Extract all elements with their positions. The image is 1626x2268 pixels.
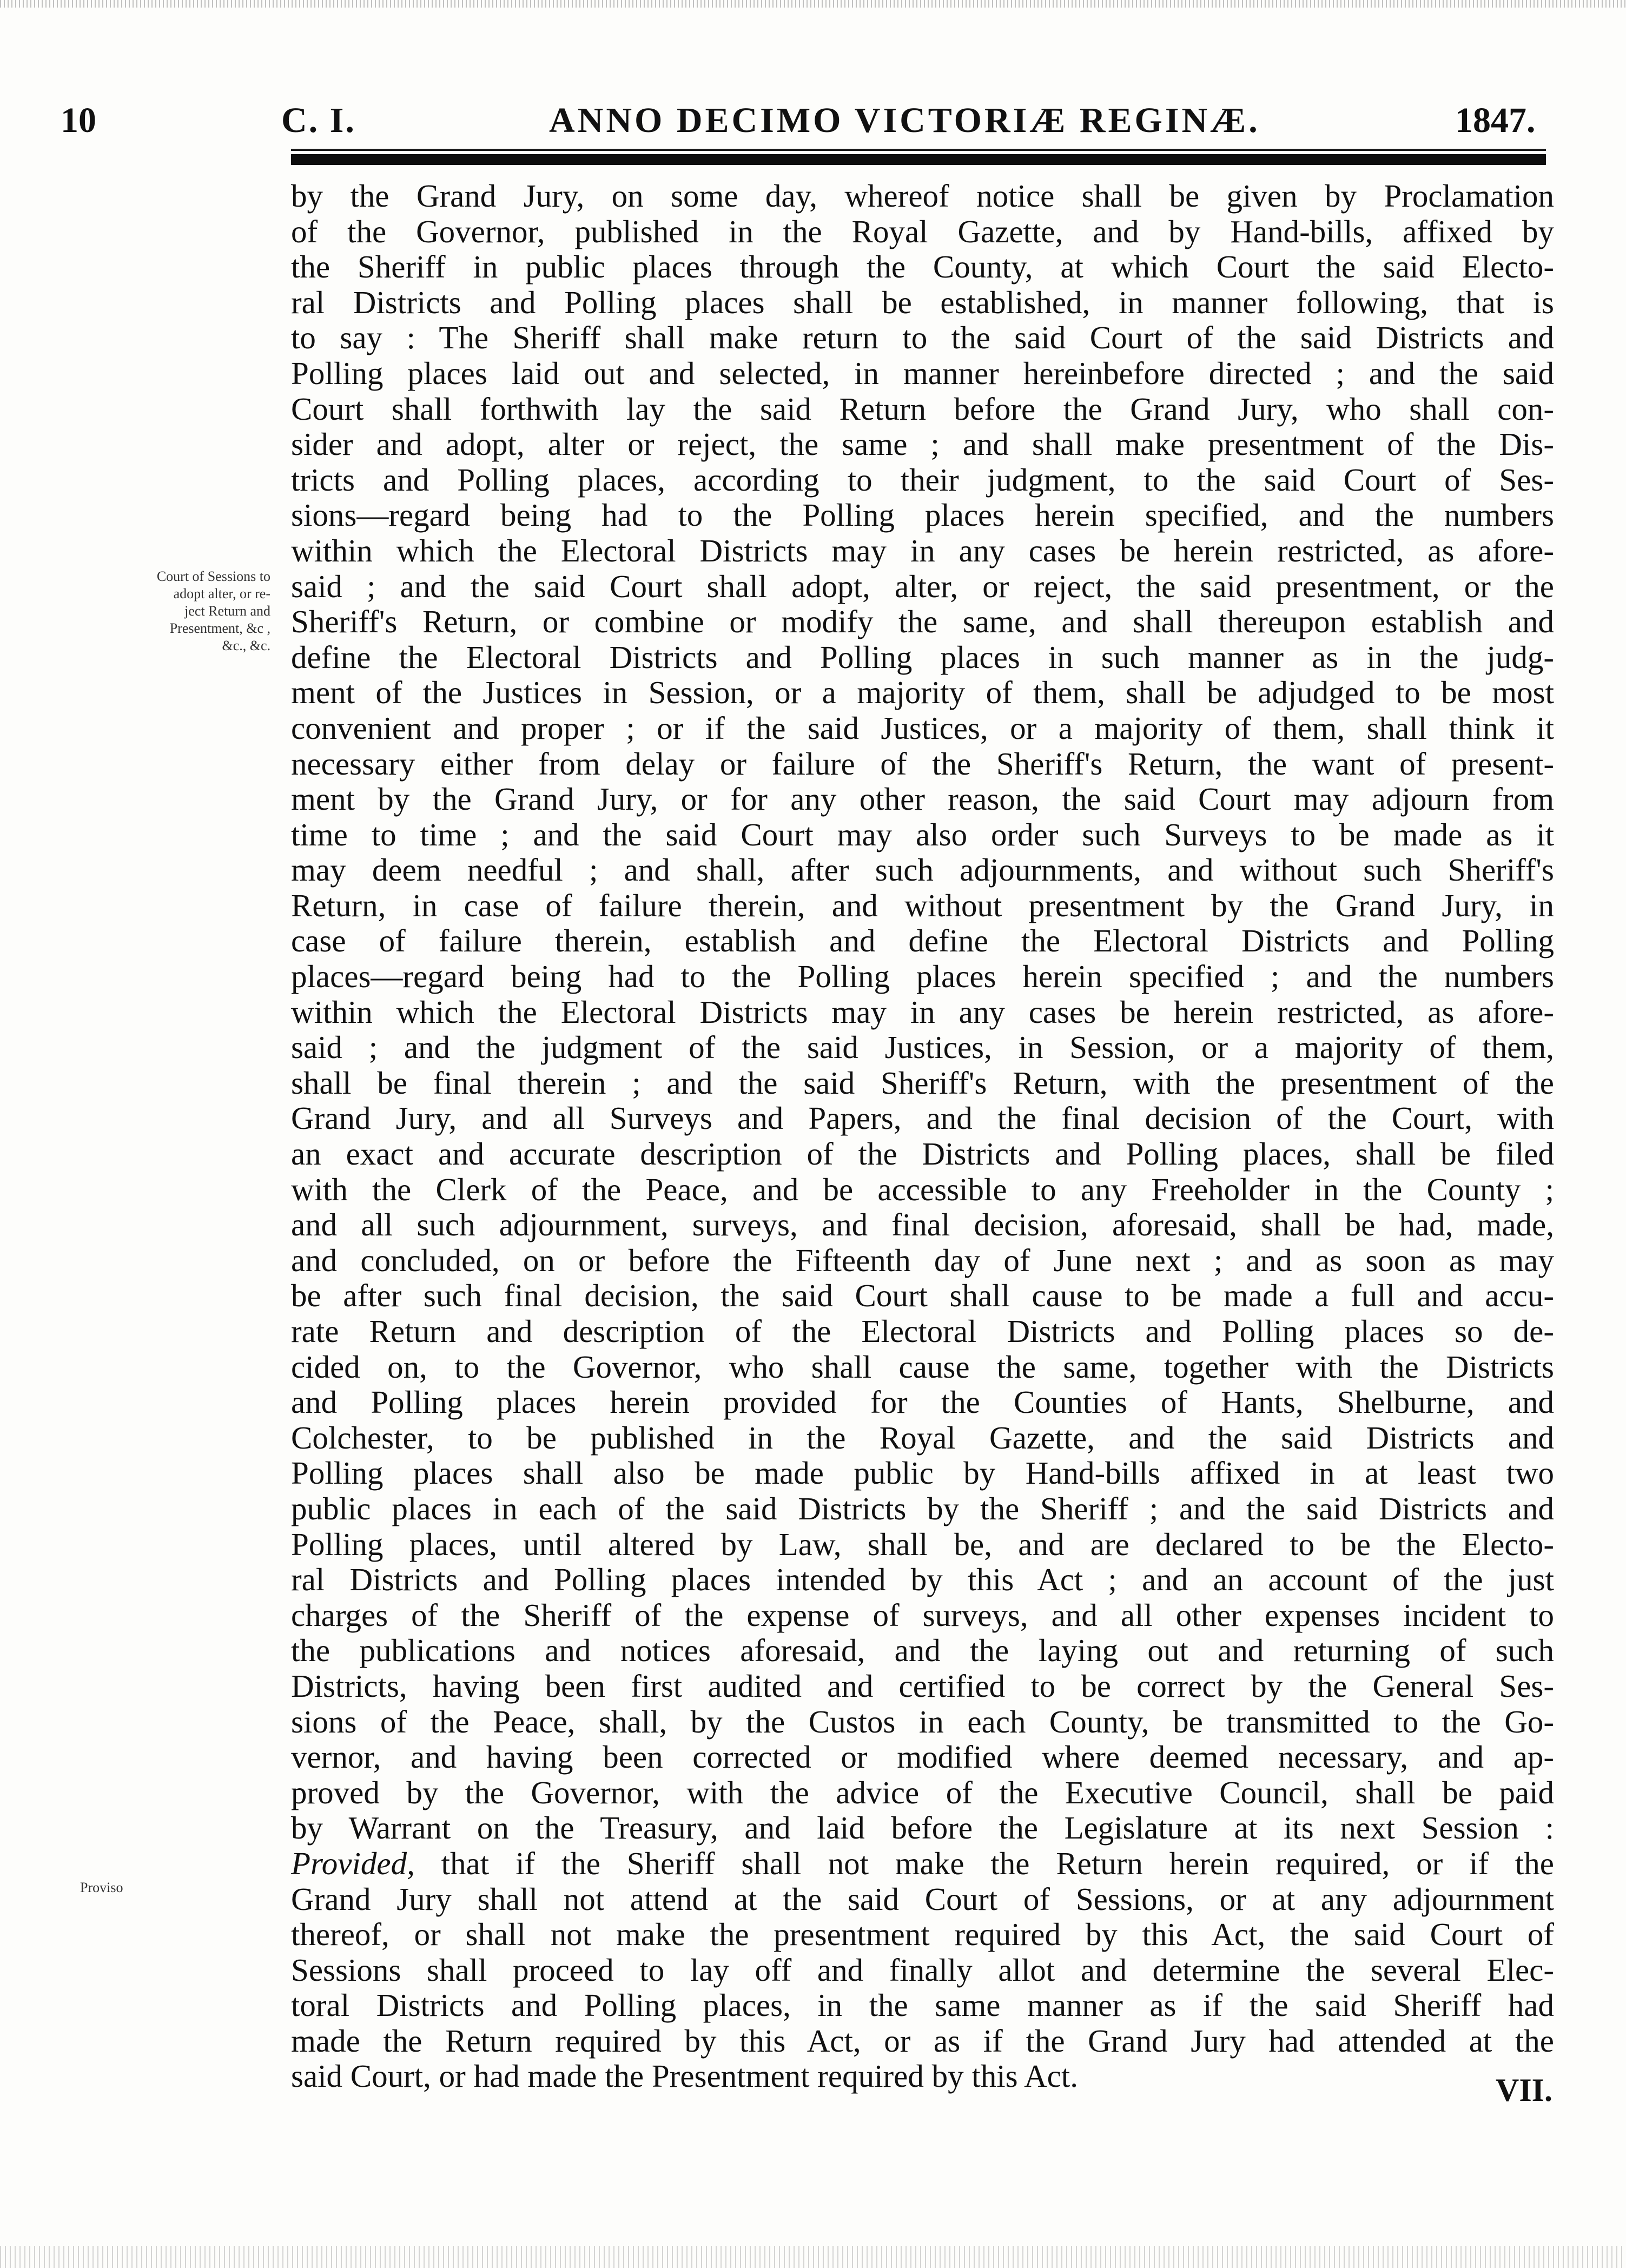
- margin-note-line: &c., &c.: [222, 638, 270, 653]
- text-line: tricts and Polling places, according to their judgment, to the said Court of Ses-: [291, 462, 1554, 498]
- text-line: said ; and the judgment of the said Justices, in Session, or a majority of them,: [291, 1030, 1554, 1066]
- page-header: [0, 100, 1626, 154]
- text-line: Grand Jury shall not attend at the said Court of Sessions, or at any adjournment: [291, 1881, 1554, 1917]
- text-line: toral Districts and Polling places, in the same manner as if the said Sheriff had: [291, 1988, 1554, 2024]
- chapter-number: C. I.: [281, 101, 356, 140]
- margin-note-line: ject Return and: [184, 603, 270, 619]
- text-line: of the Governor, published in the Royal Gazette, and by Hand-bills, affixed by: [291, 214, 1554, 249]
- text-line: necessary either from delay or failure of the Sheriff's Return, the want of present-: [291, 746, 1554, 782]
- catchword: VII.: [1496, 2072, 1553, 2108]
- proviso-first-line: [291, 1846, 1554, 1882]
- statute-body: [291, 178, 1554, 2094]
- margin-note-line: Presentment, &c ,: [169, 620, 270, 636]
- text-line: ral Districts and Polling places intended by this Act ; and an account of the just: [291, 1562, 1554, 1598]
- text-line: thereof, or shall not make the presentment required by this Act, the said Court of: [291, 1917, 1554, 1953]
- text-line: convenient and proper ; or if the said Justices, or a majority of them, shall think it: [291, 710, 1554, 746]
- proviso-text: that if the Sheriff shall not make the Return herein required, or if the: [441, 1846, 1554, 1881]
- text-line: within which the Electoral Districts may in any cases be herein restricted, as afore-: [291, 994, 1554, 1030]
- text-line: Polling places shall also be made public by Hand-bills affixed in at least two: [291, 1456, 1554, 1491]
- text-line: cided on, to the Governor, who shall cause the same, together with the Districts: [291, 1349, 1554, 1385]
- text-line: Polling places, until altered by Law, shall be, and are declared to be the Electo-: [291, 1526, 1554, 1562]
- text-line: sider and adopt, alter or reject, the same ; and shall make presentment of the Dis-: [291, 427, 1554, 462]
- text-line: Sessions shall proceed to lay off and finally allot and determine the several Elec-: [291, 1952, 1554, 1988]
- text-line: an exact and accurate description of the Districts and Polling places, shall be filed: [291, 1136, 1554, 1172]
- text-line: said Court, or had made the Presentment required by this Act.: [291, 2059, 1079, 2094]
- text-line: made the Return required by this Act, or as if the Grand Jury had attended at the: [291, 2023, 1554, 2059]
- margin-note-line: adopt alter, or re-: [173, 586, 270, 601]
- text-line: places—regard being had to the Polling places herein specified ; and the numbers: [291, 959, 1554, 995]
- text-line: and all such adjournment, surveys, and final decision, aforesaid, shall be had, made,: [291, 1207, 1554, 1243]
- text-line: Polling places laid out and selected, in manner hereinbefore directed ; and the said: [291, 355, 1554, 391]
- margin-note-line: Court of Sessions to: [156, 568, 270, 584]
- text-line: vernor, and having been corrected or modified where deemed necessary, and ap-: [291, 1740, 1554, 1775]
- scan-edge-top: [0, 0, 1626, 8]
- text-line: ment by the Grand Jury, or for any other reason, the said Court may adjourn from: [291, 782, 1554, 817]
- text-line: and Polling places herein provided for the Counties of Hants, Shelburne, and: [291, 1385, 1554, 1420]
- text-line: with the Clerk of the Peace, and be accessible to any Freeholder in the County ;: [291, 1172, 1554, 1207]
- header-rule-thin: [291, 149, 1546, 151]
- text-line: Return, in case of failure therein, and without presentment by the Grand Jury, in: [291, 888, 1554, 923]
- text-line: Sheriff's Return, or combine or modify the same, and shall thereupon establish and: [291, 604, 1554, 640]
- text-line: said ; and the said Court shall adopt, alter, or reject, the said presentment, or the: [291, 568, 1554, 604]
- margin-note-proviso: Proviso: [80, 1880, 123, 1895]
- text-line: the Sheriff in public places through the County, at which Court the said Electo-: [291, 249, 1554, 285]
- text-line: define the Electoral Districts and Polling places in such manner as in the judg-: [291, 639, 1554, 675]
- text-line: by Warrant on the Treasury, and laid before the Legislature at its next Session :: [291, 1810, 1554, 1846]
- text-line: shall be final therein ; and the said Sheriff's Return, with the presentment of the: [291, 1065, 1554, 1101]
- text-line: public places in each of the said Districts by the Sheriff ; and the said Districts and: [291, 1491, 1554, 1526]
- text-line: Court shall forthwith lay the said Return before the Grand Jury, who shall con-: [291, 391, 1554, 427]
- text-line: rate Return and description of the Electoral Districts and Polling places so de-: [291, 1314, 1554, 1349]
- text-line: Colchester, to be published in the Royal Gazette, and the said Districts and: [291, 1420, 1554, 1456]
- text-line: sions—regard being had to the Polling places herein specified, and the numbers: [291, 498, 1554, 533]
- text-line: proved by the Governor, with the advice of the Executive Council, shall be paid: [291, 1775, 1554, 1810]
- text-line: Districts, having been first audited and certified to be correct by the General Ses-: [291, 1668, 1554, 1704]
- proviso-lead: Provided,: [291, 1846, 415, 1881]
- header-year: 1847.: [1455, 101, 1536, 140]
- header-rule-thick: [291, 154, 1546, 165]
- text-line: time to time ; and the said Court may also order such Surveys to be made as it: [291, 817, 1554, 852]
- text-line: may deem needful ; and shall, after such adjournments, and without such Sheriff's: [291, 852, 1554, 888]
- running-title: ANNO DECIMO VICTORIÆ REGINÆ.: [549, 101, 1260, 140]
- text-line: within which the Electoral Districts may in any cases be herein restricted, as afore-: [291, 533, 1554, 568]
- text-line: be after such final decision, the said Court shall cause to be made a full and accu-: [291, 1278, 1554, 1314]
- text-line: and concluded, on or before the Fifteenth day of June next ; and as soon as may: [291, 1242, 1554, 1278]
- scan-edge-bottom: [0, 2246, 1626, 2268]
- text-line: ral Districts and Polling places shall be established, in manner following, that is: [291, 285, 1554, 320]
- text-line: ment of the Justices in Session, or a majority of them, shall be adjudged to be most: [291, 675, 1554, 711]
- text-line: Grand Jury, and all Surveys and Papers, and the final decision of the Court, with: [291, 1101, 1554, 1136]
- text-line: case of failure therein, establish and define the Electoral Districts and Polling: [291, 923, 1554, 959]
- text-line: charges of the Sheriff of the expense of surveys, and all other expenses incident to: [291, 1597, 1554, 1633]
- text-line: to say : The Sheriff shall make return to the said Court of the said Districts and: [291, 320, 1554, 356]
- text-line: sions of the Peace, shall, by the Custos in each County, be transmitted to the Go-: [291, 1704, 1554, 1740]
- margin-note-court-of-sessions: [65, 568, 270, 654]
- page-number: 10: [61, 101, 96, 140]
- text-line: by the Grand Jury, on some day, whereof notice shall be given by Proclamation: [291, 178, 1554, 214]
- text-line: the publications and notices aforesaid, and the laying out and returning of such: [291, 1633, 1554, 1669]
